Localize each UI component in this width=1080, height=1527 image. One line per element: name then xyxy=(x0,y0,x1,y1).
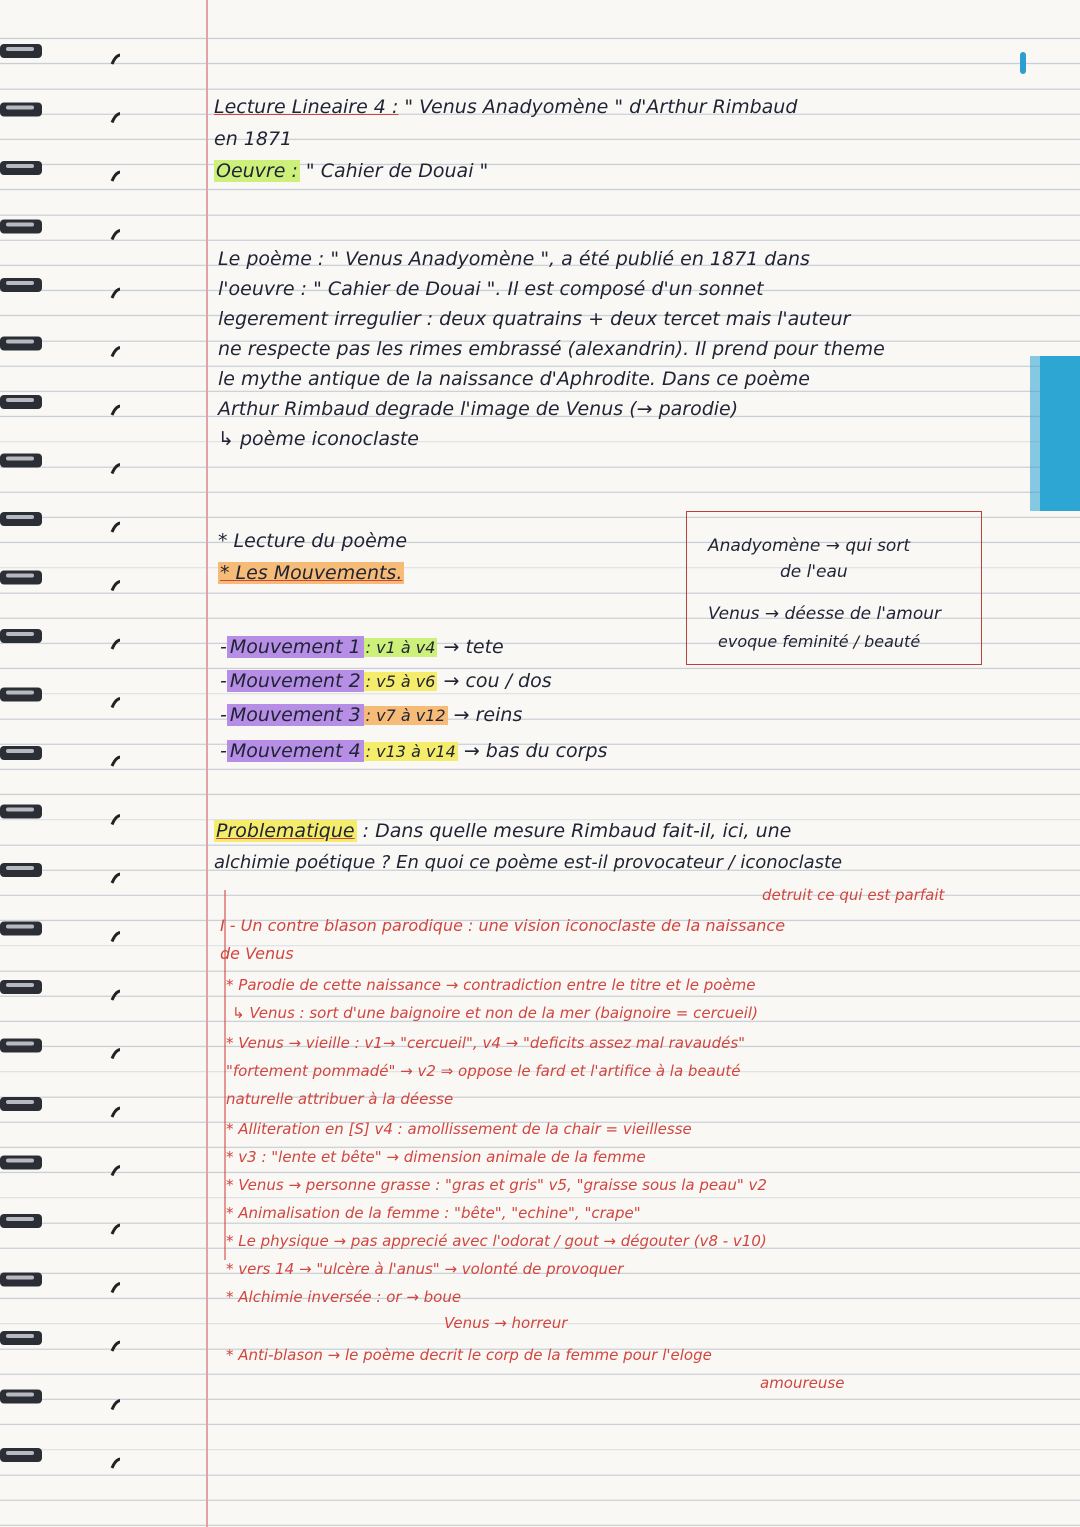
coil-shine xyxy=(6,983,34,987)
punch-hole xyxy=(112,523,120,532)
spiral-coil xyxy=(0,220,120,240)
spiral-coil xyxy=(0,512,120,532)
spiral-coil xyxy=(0,1273,120,1293)
coil-shine xyxy=(6,1100,34,1104)
mouvement-name: Mouvement 1 xyxy=(227,636,364,658)
coil-shine xyxy=(6,808,34,812)
punch-hole xyxy=(112,1108,120,1117)
punch-hole xyxy=(112,1459,120,1468)
part1-line: * Anti-blason → le poème decrit le corp de la femme pour l'eloge xyxy=(226,1346,712,1364)
mouvement-row: - Mouvement 4 : v13 à v14 → bas du corps xyxy=(220,740,608,762)
title-prefix: Lecture Lineaire 4 : xyxy=(214,96,399,118)
mouvements-label-wrap xyxy=(218,562,404,584)
coil-shine xyxy=(6,1042,34,1046)
punch-hole xyxy=(112,1167,120,1176)
mouvement-row: - Mouvement 2 : v5 à v6 → cou / dos xyxy=(220,670,552,692)
problematique-line xyxy=(214,820,791,842)
tab-shadow xyxy=(1030,356,1040,511)
spiral-coil xyxy=(0,1097,120,1117)
punch-hole xyxy=(112,1401,120,1410)
spiral-coil xyxy=(0,746,120,766)
mouvement-row: - Mouvement 3 : v7 à v12 → reins xyxy=(220,704,523,726)
spiral-coil xyxy=(0,1331,120,1351)
mouvement-range: : v1 à v4 xyxy=(365,638,436,657)
spiral-coil xyxy=(0,1156,120,1176)
mouvement-range: : v13 à v14 xyxy=(365,742,456,761)
spiral-coil xyxy=(0,161,120,181)
intro-line: legerement irregulier : deux quatrains + deux tercet mais l'auteur xyxy=(218,308,851,330)
spiral-coil xyxy=(0,337,120,357)
spiral-coil xyxy=(0,1448,120,1468)
mouvement-desc: bas du corps xyxy=(485,740,608,762)
punch-hole xyxy=(112,465,120,474)
punch-hole xyxy=(112,172,120,181)
coil-shine xyxy=(6,574,34,578)
problematique-label: Problematique xyxy=(216,820,355,842)
coil-shine xyxy=(6,1276,34,1280)
spiral-coil xyxy=(0,44,120,64)
definition-line: de l'eau xyxy=(780,562,848,582)
intro-line: Le poème : " Venus Anadyomène ", a été publié en 1871 dans xyxy=(218,248,810,270)
part1-line: ↳ Venus : sort d'une baignoire et non de la mer (baignoire = cercueil) xyxy=(232,1004,758,1022)
punch-hole xyxy=(112,816,120,825)
spiral-coil xyxy=(0,863,120,883)
part1-line: amoureuse xyxy=(760,1374,845,1392)
mouvement-desc: cou / dos xyxy=(465,670,552,692)
coil-shine xyxy=(6,281,34,285)
mouvement-name: Mouvement 4 xyxy=(227,740,364,762)
punch-hole xyxy=(112,582,120,591)
lecture-label: * Lecture du poème xyxy=(218,530,408,552)
coil-shine xyxy=(6,340,34,344)
part1-line: * Le physique → pas apprecié avec l'odorat / gout → dégouter (v8 - v10) xyxy=(226,1232,767,1250)
coil-shine xyxy=(6,1217,34,1221)
blue-divider-tab xyxy=(1040,356,1080,511)
arrow-icon: → xyxy=(443,636,460,658)
coil-shine xyxy=(6,164,34,168)
punch-hole xyxy=(112,1284,120,1293)
spiral-coil xyxy=(0,1039,120,1059)
arrow-icon: → xyxy=(453,704,470,726)
part1-line: naturelle attribuer à la déesse xyxy=(226,1090,454,1108)
oeuvre-value: " Cahier de Douai " xyxy=(305,160,489,182)
title-rest: " Venus Anadyomène " d'Arthur Rimbaud xyxy=(404,96,798,118)
part1-line: I - Un contre blason parodique : une vision iconoclaste de la naissance xyxy=(220,916,786,935)
coil-shine xyxy=(6,515,34,519)
punch-hole xyxy=(112,757,120,766)
definition-line: Venus → déesse de l'amour xyxy=(708,604,942,624)
punch-hole xyxy=(112,699,120,708)
arrow-icon: → xyxy=(443,670,460,692)
part1-line: * Animalisation de la femme : "bête", "echine", "crape" xyxy=(226,1204,641,1222)
spiral-coil xyxy=(0,103,120,123)
coil-shine xyxy=(6,47,34,51)
part1-line: * Parodie de cette naissance → contradiction entre le titre et le poème xyxy=(226,976,756,994)
spiral-coil xyxy=(0,688,120,708)
mouvement-desc: reins xyxy=(475,704,523,726)
coil-shine xyxy=(6,632,34,636)
coil-shine xyxy=(6,223,34,227)
coil-shine xyxy=(6,1451,34,1455)
spiral-coil xyxy=(0,922,120,942)
intro-line: le mythe antique de la naissance d'Aphrodite. Dans ce poème xyxy=(218,368,810,390)
spiral-coil xyxy=(0,571,120,591)
part1-line: * Venus → personne grasse : "gras et gris" v5, "graisse sous la peau" v2 xyxy=(226,1176,767,1194)
coil-shine xyxy=(6,1393,34,1397)
part1-line: * Venus → vieille : v1→ "cercueil", v4 → "deficits assez mal ravaudés" xyxy=(226,1034,746,1052)
coil-shine xyxy=(6,398,34,402)
mouvement-name: Mouvement 3 xyxy=(227,704,364,726)
coil-shine xyxy=(6,925,34,929)
problematique-note: detruit ce qui est parfait xyxy=(762,886,945,904)
spiral-coil xyxy=(0,395,120,415)
intro-line: ↳ poème iconoclaste xyxy=(218,428,419,450)
intro-line: ne respecte pas les rimes embrassé (alexandrin). Il prend pour theme xyxy=(218,338,885,360)
punch-hole xyxy=(112,1050,120,1059)
spiral-coil xyxy=(0,805,120,825)
coil-shine xyxy=(6,106,34,110)
coil-shine xyxy=(6,691,34,695)
intro-line: l'oeuvre : " Cahier de Douai ". Il est composé d'un sonnet xyxy=(218,278,764,300)
spiral-coil xyxy=(0,980,120,1000)
mouvement-range: : v7 à v12 xyxy=(365,706,446,725)
coil-shine xyxy=(6,866,34,870)
part1-line: de Venus xyxy=(220,944,294,963)
oeuvre-label: Oeuvre : xyxy=(216,160,298,182)
punch-hole xyxy=(112,1342,120,1351)
arrow-icon: → xyxy=(463,740,480,762)
part1-line: * v3 : "lente et bête" → dimension animale de la femme xyxy=(226,1148,646,1166)
coil-shine xyxy=(6,457,34,461)
title-line xyxy=(214,96,797,118)
punch-hole xyxy=(112,289,120,298)
intro-line: Arthur Rimbaud degrade l'image de Venus (→ parodie) xyxy=(218,398,739,420)
problematique-text: : Dans quelle mesure Rimbaud fait-il, ici, une xyxy=(362,820,792,842)
spiral-coil xyxy=(0,278,120,298)
punch-hole xyxy=(112,55,120,64)
oeuvre-line xyxy=(214,160,488,182)
mouvement-range: : v5 à v6 xyxy=(365,672,436,691)
spiral-coil xyxy=(0,629,120,649)
punch-hole xyxy=(112,640,120,649)
punch-hole xyxy=(112,114,120,123)
definition-line: evoque feminité / beauté xyxy=(718,632,921,651)
coil-shine xyxy=(6,749,34,753)
punch-hole xyxy=(112,1225,120,1234)
problematique-text: alchimie poétique ? En quoi ce poème est-il provocateur / iconoclaste xyxy=(214,852,843,873)
punch-hole xyxy=(112,874,120,883)
punch-hole xyxy=(112,406,120,415)
blue-mark xyxy=(1020,52,1026,74)
part1-line: "fortement pommadé" → v2 ⇒ oppose le fard et l'artifice à la beauté xyxy=(226,1062,741,1080)
part1-line: * Alliteration en [S] v4 : amollissement de la chair = vieillesse xyxy=(226,1120,692,1138)
mouvements-label: * Les Mouvements. xyxy=(220,562,403,584)
date-line: en 1871 xyxy=(214,128,293,150)
mouvement-desc: tete xyxy=(465,636,504,658)
definition-line: Anadyomène → qui sort xyxy=(708,536,910,556)
spiral-coil xyxy=(0,454,120,474)
spiral-coil xyxy=(0,1390,120,1410)
spiral-binding xyxy=(0,0,120,1527)
punch-hole xyxy=(112,231,120,240)
coil-shine xyxy=(6,1334,34,1338)
punch-hole xyxy=(112,991,120,1000)
coil-shine xyxy=(6,1159,34,1163)
mouvement-row: - Mouvement 1 : v1 à v4 → tete xyxy=(220,636,504,658)
part1-line: * vers 14 → "ulcère à l'anus" → volonté de provoquer xyxy=(226,1260,624,1278)
part1-line: * Alchimie inversée : or → boue xyxy=(226,1288,462,1306)
punch-hole xyxy=(112,348,120,357)
mouvement-name: Mouvement 2 xyxy=(227,670,364,692)
punch-hole xyxy=(112,933,120,942)
part1-line: Venus → horreur xyxy=(444,1314,568,1332)
spiral-coil xyxy=(0,1214,120,1234)
